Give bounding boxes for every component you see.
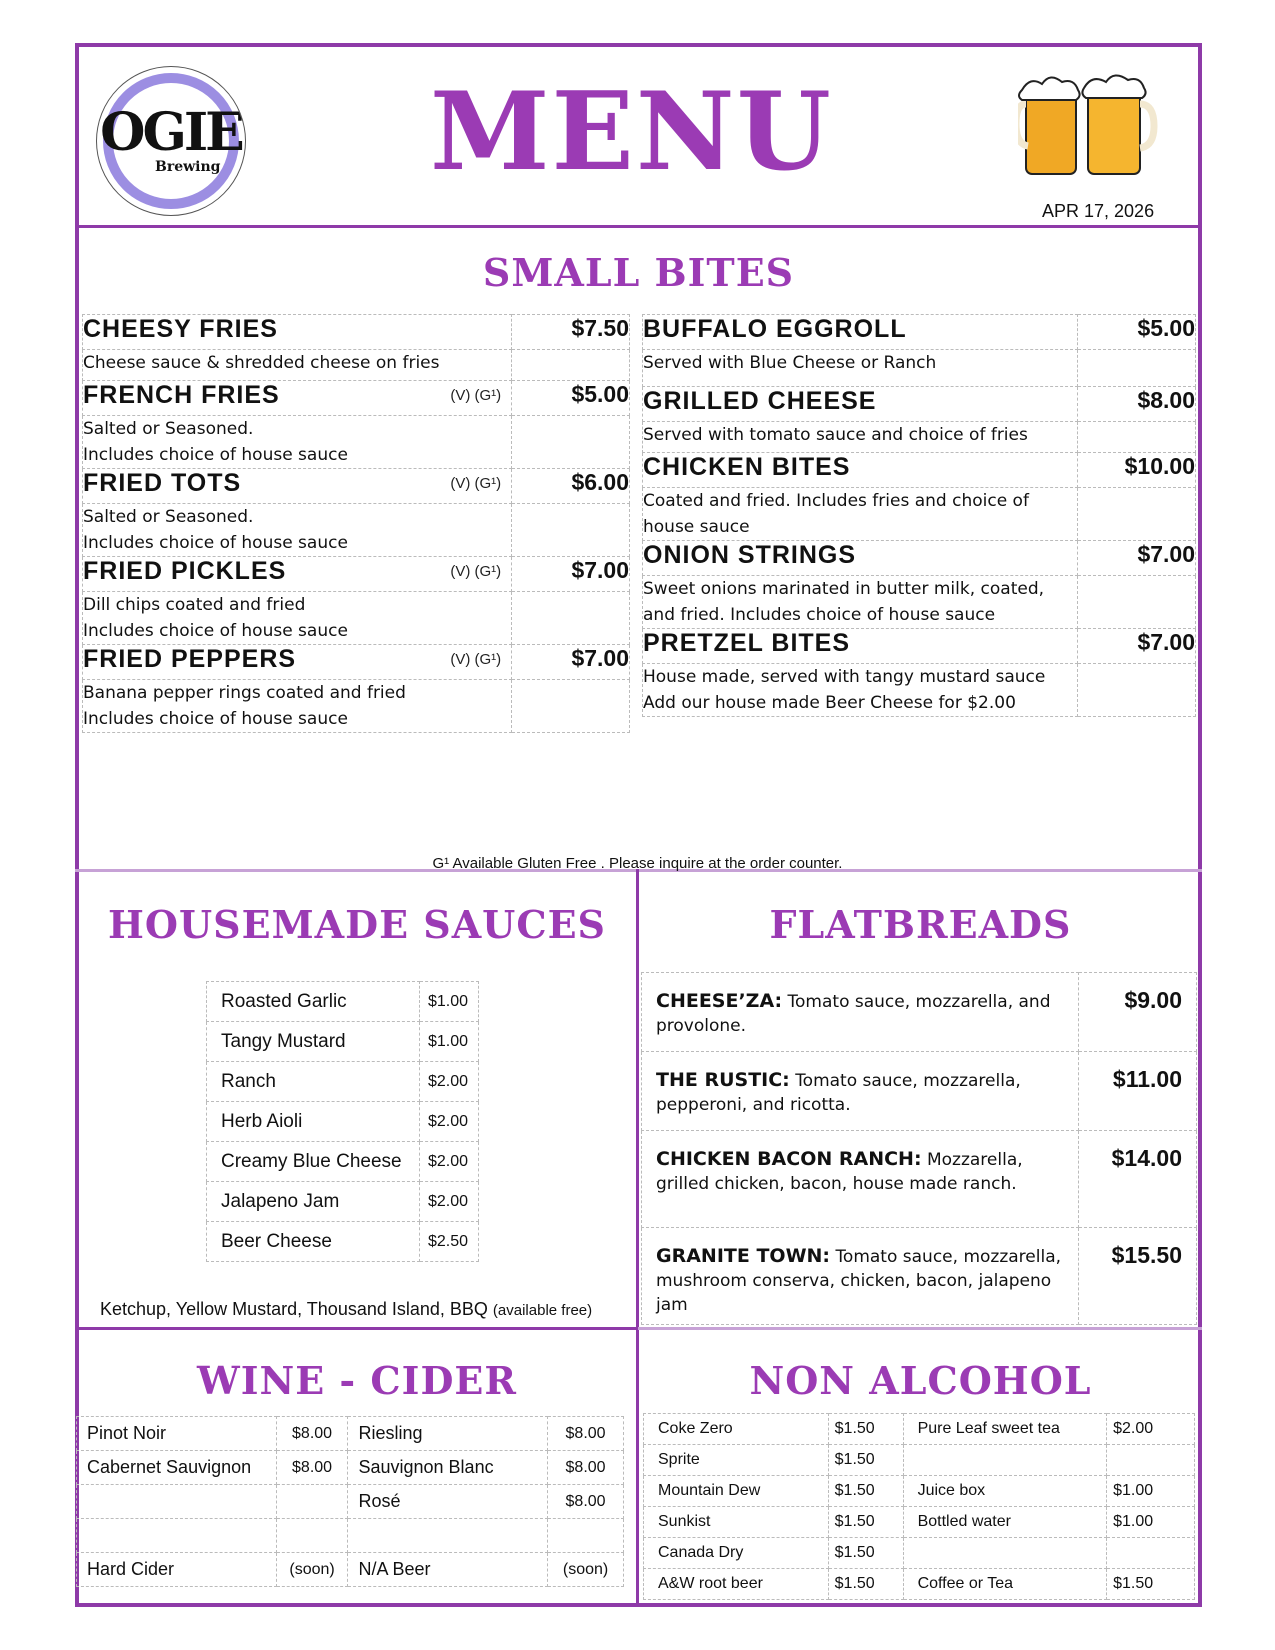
drink-name: Mountain Dew [644,1476,829,1507]
middle-divider [636,869,639,1607]
drink-name [903,1538,1107,1569]
gluten-free-note: G¹ Available Gluten Free . Please inquire at the order counter. [432,855,843,872]
beer-mugs-icon [1018,68,1168,178]
flatbread-price: $9.00 [1078,973,1196,1052]
sauce-price: $2.00 [420,1062,479,1102]
wine-price: (soon) [548,1553,624,1587]
wine-price: $8.00 [276,1417,348,1451]
menu-item-price: $7.00 [512,557,630,592]
wine-row [77,1553,624,1587]
drink-row [644,1414,1195,1445]
sauce-price: $2.00 [420,1102,479,1142]
flatbreads-table [641,972,1197,1325]
page-title: MENU [430,69,833,195]
drink-price: $1.50 [828,1507,903,1538]
menu-item-desc-row [643,488,1196,541]
menu-item-desc-row [643,350,1196,387]
sauce-price: $2.00 [420,1142,479,1182]
flatbread-ingredients: Tomato sauce, mozzarella, and provolone. [656,992,1051,1036]
empty-cell [512,350,630,381]
sauce-row [207,1102,479,1142]
sauce-row [207,1182,479,1222]
menu-item-price: $7.00 [1078,629,1196,664]
wine-price [548,1519,624,1553]
menu-item-price: $5.00 [512,381,630,416]
drink-price: $1.50 [1107,1569,1195,1600]
description-line: Includes choice of house sauce [83,445,348,465]
sauces-title: HOUSEMADE SAUCES [108,902,606,947]
menu-item-price: $10.00 [1078,453,1196,488]
description-line: Add our house made Beer Cheese for $2.00 [643,693,1016,713]
drink-name: Sprite [644,1445,829,1476]
drink-price: $1.50 [828,1414,903,1445]
menu-item-name: ONION STRINGS [643,541,857,569]
flatbread-description [642,1228,1079,1325]
description-line: Served with tomato sauce and choice of fries [643,425,1028,445]
menu-item-description [643,576,1078,629]
empty-cell [512,416,630,469]
menu-item-name: CHEESY FRIES [83,315,278,343]
menu-item-price: $5.00 [1078,315,1196,350]
dietary-tags: (V) (G¹) [450,563,502,580]
wine-title: WINE - CIDER [197,1358,517,1403]
menu-item-price: $6.00 [512,469,630,504]
menu-item-desc-row [83,592,630,645]
wine-name: N/A Beer [348,1553,548,1587]
wine-name [77,1519,277,1553]
empty-cell [1078,422,1196,453]
sauce-row [207,1142,479,1182]
menu-item-name-cell [83,381,512,416]
menu-item-row [83,381,630,416]
drink-price [1107,1445,1195,1476]
wine-row [77,1519,624,1553]
empty-cell [1078,576,1196,629]
menu-item-desc-row [83,504,630,557]
drink-name: Pure Leaf sweet tea [903,1414,1107,1445]
menu-item-name: FRIED TOTS [83,469,242,497]
drink-price: $1.50 [828,1538,903,1569]
drink-row [644,1569,1195,1600]
menu-item-desc-row [643,576,1196,629]
empty-cell [512,680,630,733]
flatbread-price: $15.50 [1078,1228,1196,1325]
non-alcohol-table [643,1413,1195,1600]
drink-price: $1.50 [828,1569,903,1600]
sauce-price: $1.00 [420,1022,479,1062]
flatbread-price: $11.00 [1078,1052,1196,1131]
drink-price: $1.00 [1107,1507,1195,1538]
flatbread-name: THE RUSTIC: [656,1069,790,1091]
drink-price: $2.00 [1107,1414,1195,1445]
empty-cell [1078,664,1196,717]
sauce-row [207,1022,479,1062]
small-bites-right-table [642,314,1196,717]
wine-row [77,1417,624,1451]
flatbread-ingredients: Tomato sauce, mozzarella, mushroom conserva, chicken, bacon, jalapeno jam [656,1247,1062,1315]
flatbreads-title: FLATBREADS [769,902,1072,947]
menu-item-description [643,664,1078,717]
sauce-name: Tangy Mustard [207,1022,420,1062]
flatbread-row [642,1228,1197,1325]
small-bites-title: SMALL BITES [482,250,795,295]
menu-item-row [643,629,1196,664]
drink-name: Coke Zero [644,1414,829,1445]
menu-item-name: PRETZEL BITES [643,629,851,657]
wine-row [77,1485,624,1519]
drink-price [1107,1538,1195,1569]
menu-item-row [643,315,1196,350]
menu-item-description [643,488,1078,541]
header-divider [75,225,1202,228]
sauce-name: Herb Aioli [207,1102,420,1142]
menu-item-name: FRENCH FRIES [83,381,280,409]
brewery-logo [96,66,246,216]
wine-name: Cabernet Sauvignon [77,1451,277,1485]
wine-name [77,1485,277,1519]
wine-row [77,1451,624,1485]
flatbread-ingredients: Tomato sauce, mozzarella, pepperoni, and ricotta. [656,1071,1021,1115]
menu-item-desc-row [643,664,1196,717]
description-line: house sauce [643,517,750,537]
sauce-price: $1.00 [420,982,479,1022]
menu-item-row [643,453,1196,488]
sauce-price: $2.50 [420,1222,479,1262]
drink-price: $1.50 [828,1445,903,1476]
drink-name [903,1445,1107,1476]
drink-name: Juice box [903,1476,1107,1507]
menu-item-row [83,557,630,592]
menu-item-name: GRILLED CHEESE [643,387,877,415]
empty-cell [1078,488,1196,541]
wine-name: Sauvignon Blanc [348,1451,548,1485]
flatbread-row [642,1052,1197,1131]
description-line: Served with Blue Cheese or Ranch [643,353,937,373]
wine-name: Hard Cider [77,1553,277,1587]
menu-item-row [83,645,630,680]
flatbread-name: CHICKEN BACON RANCH: [656,1148,922,1170]
flatbread-name: GRANITE TOWN: [656,1245,831,1267]
sauce-price: $2.00 [420,1182,479,1222]
menu-item-desc-row [83,350,630,381]
menu-item-description [83,680,512,733]
wine-price: $8.00 [548,1451,624,1485]
free-condiments-list: Ketchup, Yellow Mustard, Thousand Island, BBQ [100,1299,488,1319]
flatbread-ingredients: Mozzarella, grilled chicken, bacon, house made ranch. [656,1150,1023,1194]
menu-item-description [643,422,1078,453]
menu-item-row [643,541,1196,576]
menu-item-name: FRIED PICKLES [83,557,287,585]
wine-price [276,1485,348,1519]
dietary-tags: (V) (G¹) [450,387,502,404]
menu-item-description [643,350,1078,387]
sauces-table [206,981,479,1262]
flatbread-description [642,1052,1079,1131]
drink-price: $1.00 [1107,1476,1195,1507]
flatbread-description [642,1131,1079,1228]
drink-row [644,1538,1195,1569]
logo-text: OGIE [100,102,242,163]
description-line: Includes choice of house sauce [83,621,348,641]
wine-table [76,1416,624,1587]
wine-price [276,1519,348,1553]
wine-price: $8.00 [276,1451,348,1485]
description-line: Salted or Seasoned. [83,419,254,439]
sauce-name: Jalapeno Jam [207,1182,420,1222]
logo-subtext: Brewing [155,159,221,175]
description-line: Dill chips coated and fried [83,595,306,615]
menu-item-description [83,592,512,645]
description-line: Cheese sauce & shredded cheese on fries [83,353,440,373]
drink-name: Sunkist [644,1507,829,1538]
menu-item-name-cell [643,315,1078,350]
empty-cell [512,504,630,557]
description-line: Coated and fried. Includes fries and choice of [643,491,1029,511]
sauce-name: Beer Cheese [207,1222,420,1262]
menu-item-name: BUFFALO EGGROLL [643,315,907,343]
menu-item-description [83,350,512,381]
drink-price: $1.50 [828,1476,903,1507]
menu-item-row [643,387,1196,422]
sauces-divider [75,1327,638,1330]
sauce-name: Roasted Garlic [207,982,420,1022]
flatbread-price: $14.00 [1078,1131,1196,1228]
menu-item-name-cell [643,453,1078,488]
wine-price: (soon) [276,1553,348,1587]
menu-item-description [83,504,512,557]
description-line: Sweet onions marinated in butter milk, coated, [643,579,1045,599]
sauce-row [207,982,479,1022]
drink-row [644,1507,1195,1538]
drink-name: Bottled water [903,1507,1107,1538]
wine-name: Pinot Noir [77,1417,277,1451]
menu-item-name-cell [643,541,1078,576]
drink-row [644,1445,1195,1476]
wine-name [348,1519,548,1553]
flatbread-description [642,973,1079,1052]
empty-cell [1078,350,1196,387]
free-condiments-tag: (available free) [492,1302,593,1319]
sauce-name: Creamy Blue Cheese [207,1142,420,1182]
wine-price: $8.00 [548,1417,624,1451]
free-condiments-note [100,1299,592,1320]
menu-item-name-cell [83,469,512,504]
menu-item-name: FRIED PEPPERS [83,645,297,673]
description-line: Salted or Seasoned. [83,507,254,527]
drink-name: A&W root beer [644,1569,829,1600]
menu-item-desc-row [83,680,630,733]
drink-row [644,1476,1195,1507]
dietary-tags: (V) (G¹) [450,475,502,492]
flatbread-name: CHEESE’ZA: [656,990,783,1012]
flatbreads-divider [638,1327,1202,1330]
menu-item-desc-row [643,422,1196,453]
wine-price: $8.00 [548,1485,624,1519]
menu-item-price: $7.00 [512,645,630,680]
sauce-name: Ranch [207,1062,420,1102]
non-alcohol-title: NON ALCOHOL [749,1358,1092,1403]
menu-item-row [83,315,630,350]
dietary-tags: (V) (G¹) [450,651,502,668]
small-bites-left-table [82,314,630,733]
menu-item-name: CHICKEN BITES [643,453,851,481]
description-line: Banana pepper rings coated and fried [83,683,406,703]
wine-name: Riesling [348,1417,548,1451]
flatbread-row [642,1131,1197,1228]
menu-item-name-cell [83,557,512,592]
menu-item-name-cell [83,645,512,680]
menu-item-price: $7.50 [512,315,630,350]
sauce-row [207,1222,479,1262]
menu-item-name-cell [643,387,1078,422]
description-line: and fried. Includes choice of house sauce [643,605,996,625]
description-line: Includes choice of house sauce [83,709,348,729]
menu-item-desc-row [83,416,630,469]
menu-item-name-cell [83,315,512,350]
flatbread-row [642,973,1197,1052]
description-line: Includes choice of house sauce [83,533,348,553]
wine-name: Rosé [348,1485,548,1519]
description-line: House made, served with tangy mustard sauce [643,667,1046,687]
menu-item-price: $8.00 [1078,387,1196,422]
menu-item-price: $7.00 [1078,541,1196,576]
menu-item-description [83,416,512,469]
empty-cell [512,592,630,645]
sauce-row [207,1062,479,1102]
drink-name: Canada Dry [644,1538,829,1569]
menu-item-row [83,469,630,504]
menu-item-name-cell [643,629,1078,664]
menu-date: APR 17, 2026 [1042,201,1155,221]
drink-name: Coffee or Tea [903,1569,1107,1600]
